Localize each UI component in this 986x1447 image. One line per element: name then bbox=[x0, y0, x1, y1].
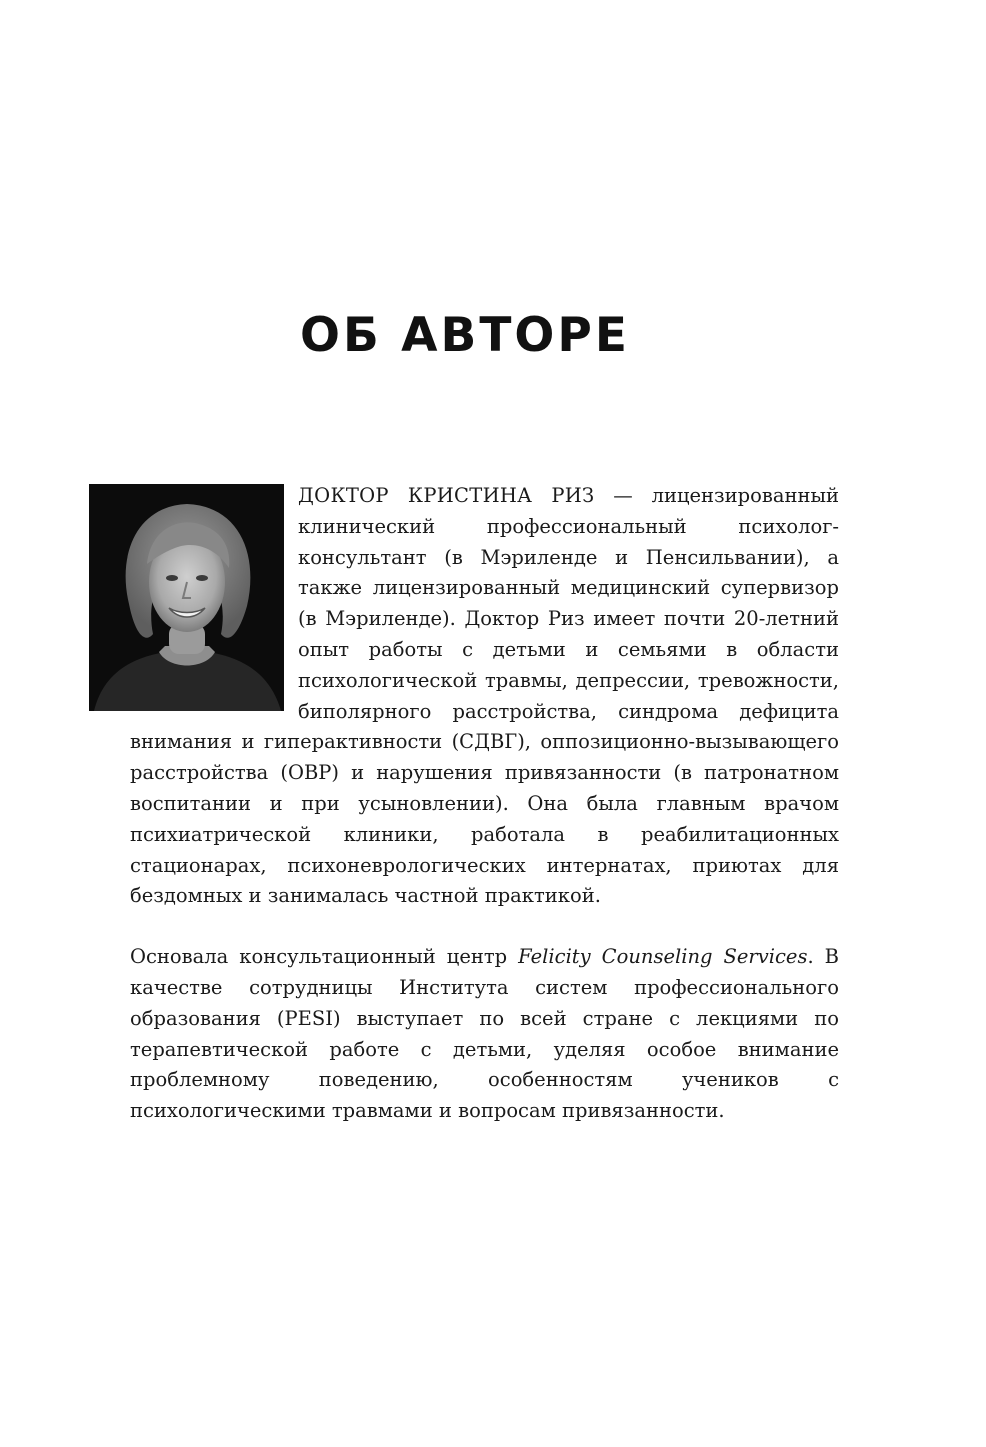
bio-paragraph-1-text: — лицензированный клинический профессиональный психолог-консультант (в Мэриленде и Пенсильвании), а также лицензированный медицинский супервизор (в Мэриленде). Доктор Риз имеет почти 20-летний опыт работы с детьми и семьями в области психологической травмы, депрессии, тревожности, биполярного расстройства, синдрома дефицита внимания и гиперактивности (СДВГ), оппозиционно-вызывающего расстройства (ОВР) и нарушения привязанности (в патронатном воспитании и при усыновлении). Она была главным врачом психиатрической клиники, работала в реабилитационных стационарах, психоневрологических интернатах, приютах для бездомных и занималась частной практикой. bbox=[130, 484, 840, 908]
bio-paragraph-2 bbox=[130, 942, 839, 1127]
author-name: ДОКТОР КРИСТИНА РИЗ bbox=[298, 484, 595, 507]
page-title: ОБ АВТОРЕ bbox=[300, 308, 630, 363]
organization-name: Felicity Counseling Services bbox=[518, 945, 808, 969]
author-bio bbox=[130, 481, 839, 1127]
bio-paragraph-2-intro: Основала консультационный центр bbox=[130, 945, 519, 969]
bio-paragraph-2-text: . В качестве сотрудницы Института систем профессионального образования (PESI) выступает по всей стране с лекциями по терапевтической работе с детьми, уделяя особое внимание проблемному поведению, особенностям учеников с психологическими травмами и вопросам привязанности. bbox=[130, 945, 840, 1123]
